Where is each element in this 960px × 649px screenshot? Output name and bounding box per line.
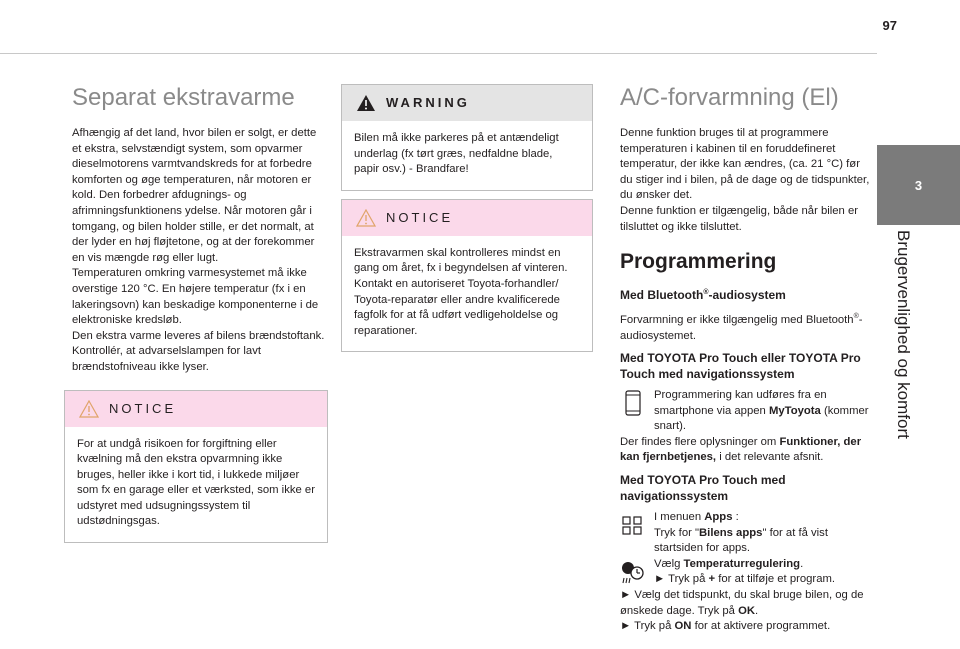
notice-title: NOTICE bbox=[109, 400, 177, 416]
paragraph: Temperaturen omkring varmesystemet må ikke overstige 120 °C. En højere temperatur (fx i en lakeringsovn) kan beskadige komponenterne i de elektroniske kredsløb. bbox=[72, 267, 319, 327]
notice-text: For at undgå risikoen for forgiftning eller kvælning må den ekstra opvarmning ikke bruges, heller ikke i kort tid, i lukkede miljøer som fx en garage eller et værksted, som ikke er udstyret med udsugningssystem til udstødningsgas. bbox=[77, 437, 315, 528]
section-title-preheating: A/C-forvarmning (El) bbox=[620, 84, 839, 111]
warning-triangle-icon bbox=[356, 94, 376, 112]
heading-bluetooth bbox=[620, 285, 872, 303]
heading-text: -audiosystem bbox=[708, 288, 786, 303]
smartphone-icon bbox=[620, 390, 646, 416]
warning-text: Bilen må ikke parkeres på et antændeligt underlag (fx tørt græs, nedfaldne blade, papir osv.) - Brandfare! bbox=[354, 132, 559, 176]
chapter-label-text: Brugervenlighed og komfort bbox=[894, 230, 913, 439]
notice-header bbox=[342, 200, 592, 236]
step: ► Vælg det tidspunkt, du skal bruge bilen, og de ønskede dage. Tryk på OK. bbox=[620, 589, 864, 617]
heading-navigation: Med TOYOTA Pro Touch med navigationssystem bbox=[620, 473, 786, 504]
notice-title: NOTICE bbox=[386, 209, 454, 225]
notice-text: Ekstravarmen skal kontrolleres mindst en gang om året, fx i begyndelsen af vinteren. Kontakt en autoriseret Toyota-forhandler/ Toyota-reparatør eller andre kvalificerede fagfolk for at få udført vedligeholdelse og reparationer. bbox=[354, 246, 568, 337]
warning-triangle-icon bbox=[79, 400, 99, 418]
registered-mark: ® bbox=[703, 289, 709, 297]
chapter-label bbox=[893, 230, 917, 560]
chapter-tab bbox=[877, 145, 960, 225]
notice-box bbox=[341, 199, 593, 353]
heading-programming: Programmering bbox=[620, 250, 777, 274]
heading-text: Med Bluetooth bbox=[620, 288, 704, 303]
paragraph: Der findes flere oplysninger om Funktioner, der kan fjernbetjenes, i det relevante afsnit. bbox=[620, 435, 862, 464]
heading-pro-touch: Med TOYOTA Pro Touch eller TOYOTA Pro Touch med navigationssystem bbox=[620, 351, 861, 382]
paragraph: Den ekstra varme leveres af bilens brændstoftank. Kontrollér, at advarselslampen for lavt brændstofniveau ikke lyser. bbox=[72, 329, 325, 373]
apps-grid-icon bbox=[620, 512, 646, 538]
header-rule bbox=[0, 53, 877, 54]
apps-item: I menuen Apps : Tryk for "Bilens apps" for at få vist startsiden for apps. bbox=[620, 510, 872, 557]
notice-box bbox=[64, 390, 328, 544]
temperature-item: Vælg Temperaturregulering. ► Tryk på + for at tilføje et program. bbox=[620, 557, 872, 588]
paragraph: Denne funktion er tilgængelig, både når bilen er tilsluttet og ikke tilsluttet. bbox=[620, 204, 859, 233]
warning-header bbox=[342, 85, 592, 121]
section-title-heater: Separat ekstravarme bbox=[72, 84, 295, 111]
warning-triangle-icon bbox=[356, 209, 376, 227]
notice-header bbox=[65, 391, 327, 427]
paragraph: Afhængig af det land, hvor bilen er solgt, er dette et ekstra, selvstændigt system, som opvarmer dieselmotorens varmtvandskreds for at forbedre komforten og øge temperaturen, når motoren er kold. Den forbedrer afdugnings- og afrimningsfunktionens ydelse. Når motoren går i tomgang, og bilen holder stille, er det normalt, at der lyder en høj fløjtetone, og at der forekommer en vis mængde røg eller lugt. bbox=[72, 127, 317, 264]
warning-title: WARNING bbox=[386, 95, 470, 111]
smartphone-item: Programmering kan udføres fra en smartphone via appen MyToyota (kommer snart). bbox=[620, 388, 872, 435]
climate-timer-icon bbox=[620, 559, 646, 585]
right-column bbox=[620, 84, 872, 635]
warning-box bbox=[341, 84, 593, 191]
paragraph: Denne funktion bruges til at programmere temperaturen i kabinen til en foruddefineret temperatur, der ikke kan ændres, (ca. 21 °C) før du stiger ind i bilen, på de dage og de tidspunkter, du ønsker det. bbox=[620, 127, 870, 202]
middle-column bbox=[341, 84, 591, 352]
chapter-number: 3 bbox=[914, 177, 923, 193]
left-column bbox=[72, 84, 328, 543]
paragraph: Forvarmning er ikke tilgængelig med Bluetooth®-audiosystemet. bbox=[620, 313, 863, 342]
page-number: 97 bbox=[882, 18, 897, 33]
step: ► Tryk på ON for at aktivere programmet. bbox=[620, 620, 831, 633]
